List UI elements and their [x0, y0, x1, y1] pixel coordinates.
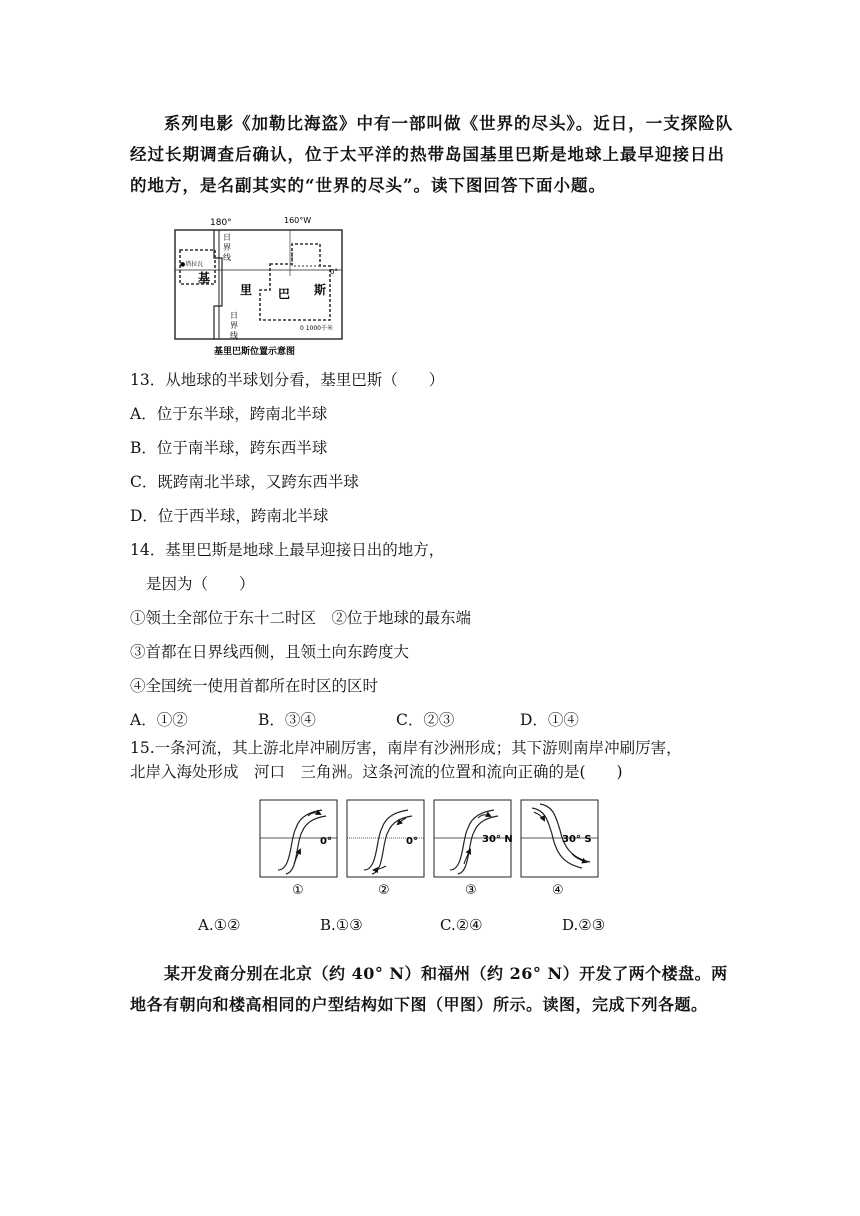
- panel-2-lat: 0°: [406, 836, 418, 847]
- dateline-bottom-char-1: 日: [230, 311, 238, 320]
- scale-label: 0 1000千米: [300, 325, 333, 332]
- dateline-top-char-3: 线: [223, 253, 231, 262]
- panel-4-lat: 30° S: [562, 834, 592, 845]
- q13-option-a: A．位于东半球，跨南北半球: [130, 405, 328, 423]
- capital-label: ●塔拉瓦: [180, 261, 204, 268]
- lon-180-label: 180°: [210, 218, 232, 228]
- intro-paragraph-2: 某开发商分别在北京（约 40° N）和福州（约 26° N）开发了两个楼盘。两地各有朝向和楼高相同的户型结构如下图（甲图）所示。读图，完成下列各题。: [130, 964, 728, 1014]
- q15-option-a: A.①②: [198, 916, 241, 934]
- q14-statement-4: ④全国统一使用首都所在时区的区时: [130, 677, 379, 695]
- map-caption: 基里巴斯位置示意图: [214, 347, 296, 357]
- lon-160w-label: 160°W: [284, 216, 312, 225]
- river-panel-1: [260, 800, 337, 898]
- q14-stem-line-1: 14．基里巴斯是地球上最早迎接日出的地方，: [130, 541, 445, 559]
- country-char-2: 里: [240, 283, 253, 297]
- q14-statement-3: ③首都在日界线西侧，且领土向东跨度大: [130, 643, 410, 661]
- q14-option-a: A．①②: [130, 711, 188, 729]
- q14-stem-line-2: 是因为（ ）: [146, 575, 255, 593]
- panel-3-lat: 30° N: [482, 834, 513, 845]
- q13-stem: 13．从地球的半球划分看，基里巴斯（ ）: [130, 371, 445, 389]
- dateline-bottom-char-2: 界: [230, 321, 238, 330]
- panel-1-lat: 0°: [320, 836, 332, 847]
- panel-3-num: ③: [465, 883, 477, 898]
- q13-option-d: D．位于西半球，跨南北半球: [130, 507, 329, 525]
- q15-options: [198, 916, 605, 934]
- intro-paragraph-1: 系列电影《加勒比海盗》中有一部叫做《世界的尽头》。近日，一支探险队经过长期调查后确认，位于太平洋的热带岛国基里巴斯是地球上最早迎接日出的地方，是名副其实的“世界的尽头”。读下图回答下面小题。: [130, 114, 734, 195]
- country-char-4: 斯: [314, 283, 327, 297]
- dateline-bottom-char-3: 线: [230, 331, 238, 340]
- dateline-top-char-1: 日: [223, 233, 231, 242]
- panel-4-num: ④: [552, 883, 564, 898]
- q13-option-b: B．位于南半球，跨东西半球: [130, 439, 328, 457]
- panel-2-num: ②: [378, 883, 390, 898]
- q15-option-d: D.②③: [562, 916, 606, 934]
- country-char-1: 基: [198, 271, 211, 285]
- q15-stem-line-2: 北岸入海处形成 河口 三角洲。这条河流的位置和流向正确的是( ): [130, 763, 623, 781]
- q14-option-d: D．①④: [520, 711, 579, 729]
- country-char-3: 巴: [278, 287, 291, 301]
- q14-option-c: C．②③: [396, 711, 455, 729]
- equator-label: 0°: [330, 268, 338, 276]
- q14-option-b: B．③④: [258, 711, 316, 729]
- river-flow-diagrams: [256, 798, 606, 900]
- q13-option-c: C．既跨南北半球，又跨东西半球: [130, 473, 359, 491]
- q15-option-c: C.②④: [440, 916, 483, 934]
- river-panel-3: [434, 800, 513, 898]
- river-panel-4: [521, 800, 598, 898]
- q14-options: [130, 708, 579, 730]
- panel-1-num: ①: [292, 883, 304, 898]
- river-panel-2: [347, 800, 424, 898]
- q14-statement-1-2: ①领土全部位于东十二时区 ②位于地球的最东端: [130, 609, 472, 627]
- q15-option-b: B.①③: [320, 916, 363, 934]
- kiribati-location-map: [170, 214, 350, 360]
- dateline-top-char-2: 界: [223, 243, 231, 252]
- q15-stem-line-1: 15.一条河流，其上游北岸冲刷厉害，南岸有沙洲形成；其下游则南岸冲刷厉害，: [130, 739, 682, 757]
